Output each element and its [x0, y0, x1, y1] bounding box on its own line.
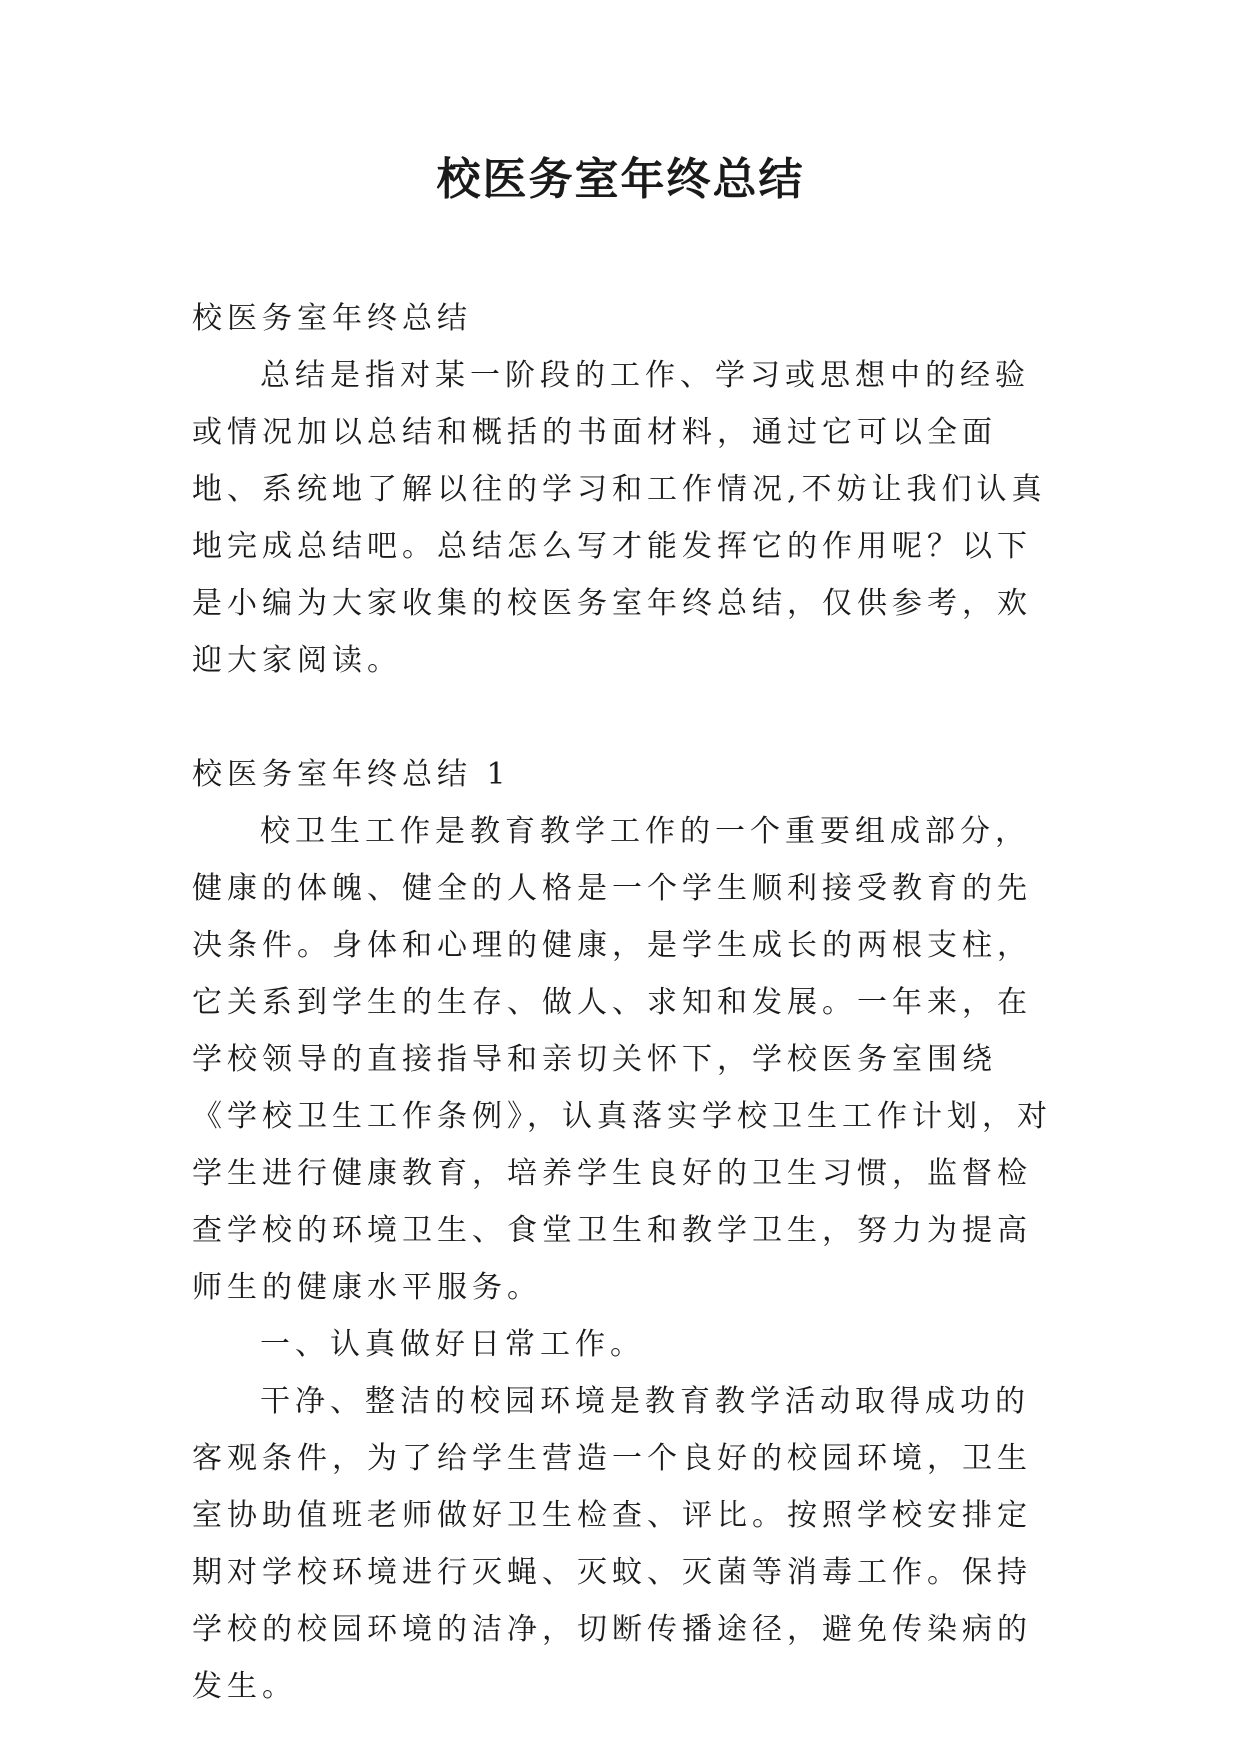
document-title: 校医务室年终总结: [436, 154, 805, 205]
document-subtitle: 校医务室年终总结: [192, 301, 472, 336]
section-spacer: [192, 689, 1062, 746]
item-heading: 一、认真做好日常工作。: [260, 1327, 645, 1362]
section-heading: 校医务室年终总结 1: [192, 757, 511, 792]
document-body: [192, 290, 1062, 1715]
intro-paragraph: 总结是指对某一阶段的工作、学习或思想中的经验或情况加以总结和概括的书面材料，通过它可以全面地、系统地了解以往的学习和工作情况,不妨让我们认真地完成总结吧。总结怎么写才能发挥它的作用呢？以下是小编为大家收集的校医务室年终总结，仅供参考，欢迎大家阅读。: [192, 358, 1047, 678]
item-paragraph: 干净、整洁的校园环境是教育教学活动取得成功的客观条件，为了给学生营造一个良好的校园环境，卫生室协助值班老师做好卫生检查、评比。按照学校安排定期对学校环境进行灭蝇、灭蚊、灭菌等消毒工作。保持学校的校园环境的洁净，切断传播途径，避免传染病的发生。: [192, 1384, 1032, 1704]
section-paragraph: 校卫生工作是教育教学工作的一个重要组成部分，健康的体魄、健全的人格是一个学生顺利接受教育的先决条件。身体和心理的健康，是学生成长的两根支柱，它关系到学生的生存、做人、求知和发展。一年来，在学校领导的直接指导和亲切关怀下，学校医务室围绕《学校卫生工作条例》，认真落实学校卫生工作计划，对学生进行健康教育，培养学生良好的卫生习惯，监督检查学校的环境卫生、食堂卫生和教学卫生，努力为提高师生的健康水平服务。: [192, 814, 1052, 1305]
